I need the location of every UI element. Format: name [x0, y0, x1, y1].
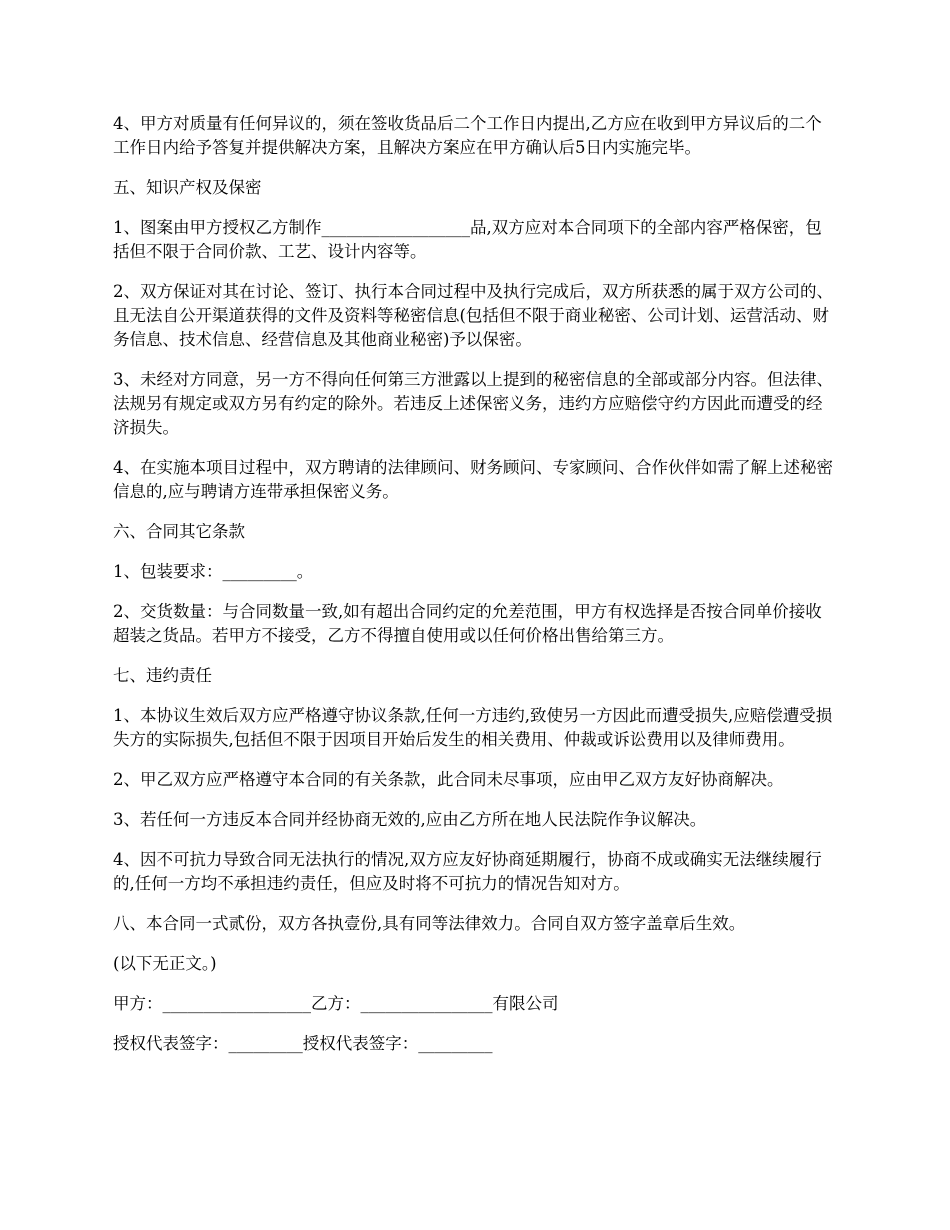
- clause-2-confidential-info: 2、双方保证对其在讨论、签订、执行本合同过程中及执行完成后，双方所获悉的属于双方公司的、且无法自公开渠道获得的文件及资料等秘密信息(包括但不限于商业秘密、公司计划、运营活动、财务信息、技术信息、经营信息及其他商业秘密)予以保密。: [113, 282, 833, 349]
- party-signature-line: 甲方：__________________乙方：________________有限公司: [113, 994, 559, 1013]
- clause-4-advisors-confidentiality: 4、在实施本项目过程中，双方聘请的法律顾问、财务顾问、专家顾问、合作伙伴如需了解上述秘密信息的,应与聘请方连带承担保密义务。: [113, 458, 833, 501]
- end-of-text-note: (以下无正文。): [113, 954, 217, 973]
- clause-3-dispute-court: 3、若任何一方违反本合同并经协商无效的,应由乙方所在地人民法院作争议解决。: [113, 810, 707, 829]
- clause-2-delivery-quantity: 2、交货数量：与合同数量一致,如有超出合同约定的允差范围，甲方有权选择是否按合同单价接收超装之货品。若甲方不接受，乙方不得擅自使用或以任何价格出售给第三方。: [113, 602, 822, 645]
- representative-signature-line: 授权代表签字：_________授权代表签字：_________: [113, 1034, 493, 1053]
- clause-1-design-authorization: 1、图案由甲方授权乙方制作__________________品,双方应对本合同项下的全部内容严格保密，包括但不限于合同价款、工艺、设计内容等。: [113, 218, 822, 261]
- clause-3-no-disclosure: 3、未经对方同意，另一方不得向任何第三方泄露以上提到的秘密信息的全部或部分内容。但法律、法规另有规定或双方另有约定的除外。若违反上述保密义务，违约方应赔偿守约方因此而遭受的经济损失。: [113, 370, 833, 437]
- section-heading-ip-confidentiality: 五、知识产权及保密: [113, 178, 262, 197]
- clause-4-quality-objection: 4、甲方对质量有任何异议的，须在签收货品后二个工作日内提出,乙方应在收到甲方异议后的二个工作日内给予答复并提供解决方案，且解决方案应在甲方确认后5日内实施完毕。: [113, 114, 822, 157]
- clause-1-packaging: 1、包装要求：_________。: [113, 562, 314, 581]
- document-body: [113, 112, 838, 1056]
- section-eight-copies: 八、本合同一式贰份，双方各执壹份,具有同等法律效力。合同自双方签字盖章后生效。: [113, 914, 746, 933]
- clause-1-breach-compensation: 1、本协议生效后双方应严格遵守协议条款,任何一方违约,致使另一方因此而遭受损失,应赔偿遭受损失方的实际损失,包括但不限于因项目开始后发生的相关费用、仲裁或诉讼费用以及律师费用。: [113, 706, 833, 749]
- section-heading-other-terms: 六、合同其它条款: [113, 522, 245, 541]
- clause-4-force-majeure: 4、因不可抗力导致合同无法执行的情况,双方应友好协商延期履行，协商不成或确实无法继续履行的,任何一方均不承担违约责任，但应及时将不可抗力的情况告知对方。: [113, 850, 822, 893]
- clause-2-comply-terms: 2、甲乙双方应严格遵守本合同的有关条款，此合同未尽事项，应由甲乙双方友好协商解决。: [113, 770, 784, 789]
- section-heading-liability: 七、违约责任: [113, 666, 212, 685]
